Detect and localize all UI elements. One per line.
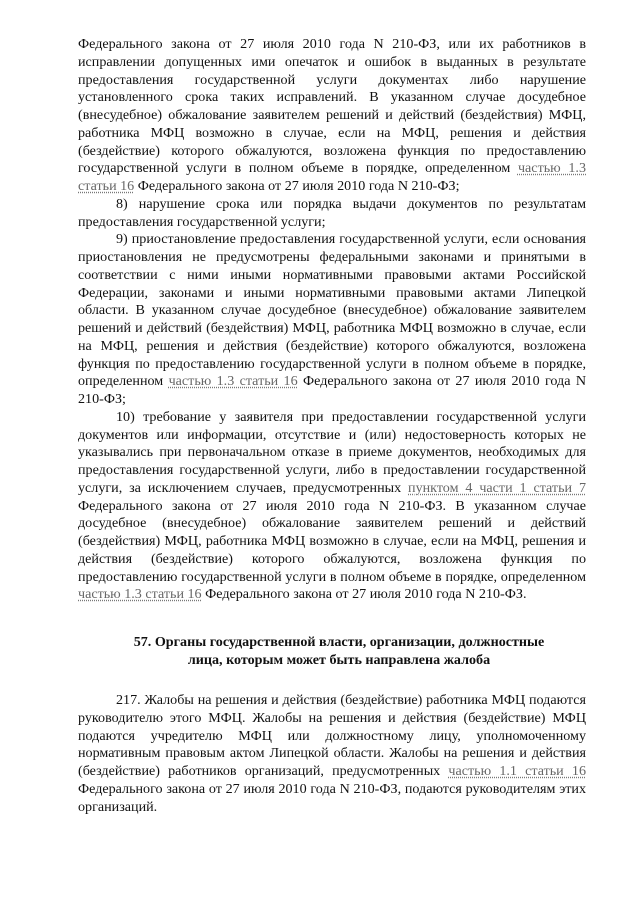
paragraph-text: Федерального закона от 27 июля 2010 года N 210-ФЗ. В указанном случае досудебное (внесудебное) обжалование заявителем решений и действий (бездействия) МФЦ, работника МФЦ возможно в случае, если на МФЦ, решения и действия (бездействие) которого обжалуются, возложена функция по предоставлению государственной услуги в полном объеме в порядке, определенном xyxy=(78,497,586,585)
paragraph-text: 10) требование у заявителя при предоставлении государственной услуги документов или информации, отсутствие и (или) недостоверность которых не указывались при первоначальном отказе в приеме документов, необходимых для предоставления государственной услуги, либо в предоставлении государственной услуги, за исключением случаев, предусмотренных xyxy=(78,408,586,496)
law-reference-link[interactable]: частью 1.1 статьи 16 xyxy=(448,763,586,779)
law-reference-link[interactable]: частью 1.3 статьи 16 xyxy=(168,373,298,390)
intro-paragraph xyxy=(78,36,586,196)
item-10-paragraph xyxy=(78,409,586,604)
item-217-paragraph xyxy=(78,692,586,816)
item-9-paragraph xyxy=(78,231,586,409)
paragraph-text: Федерального закона от 27 июля 2010 года N 210-ФЗ; xyxy=(78,373,587,407)
paragraph-text: Федерального закона от 27 июля 2010 года N 210-ФЗ. xyxy=(201,586,527,603)
item-8-paragraph xyxy=(78,196,586,232)
section-heading-line: 57. Органы государственной власти, организации, должностные xyxy=(133,634,545,650)
paragraph-text: Федерального закона от 27 июля 2010 года N 210-ФЗ, подаются руководителям этих организаций. xyxy=(78,780,586,815)
law-reference-link[interactable]: пунктом 4 части 1 статьи 7 xyxy=(408,479,586,496)
law-reference-link[interactable]: частью 1.3 статьи 16 xyxy=(78,160,586,194)
section-heading-line: лица, которым может быть направлена жалоба xyxy=(187,652,491,668)
section-heading xyxy=(78,633,586,669)
paragraph-text: Федерального закона от 27 июля 2010 года N 210-ФЗ, или их работников в исправлении допущенных ими опечаток и ошибок в выданных в результате предоставления государственной услуги документах либо нарушение установленного срока таких исправлений. В указанном случае досудебное (внесудебное) обжалование заявителем решений и действий (бездействия) МФЦ, работника МФЦ возможно в случае, если на МФЦ, решения и действия (бездействие) которого обжалуются, возложена функция по предоставлению государственной услуги в полном объеме в порядке, определенном xyxy=(78,36,586,177)
paragraph-text: Федерального закона от 27 июля 2010 года N 210-ФЗ; xyxy=(134,178,460,194)
law-reference-link[interactable]: частью 1.3 статьи 16 xyxy=(78,586,202,603)
paragraph-text: 217. Жалобы на решения и действия (бездействие) работника МФЦ подаются руководителю этого МФЦ. Жалобы на решения и действия (бездействие) МФЦ подаются учредителю МФЦ или должностному лицу, уполномоченному нормативным правовым актом Липецкой области. Жалобы на решения и действия (бездействие) работников организаций, предусмотренных xyxy=(78,692,586,779)
document-page xyxy=(78,36,586,816)
paragraph-text: 9) приостановление предоставления государственной услуги, если основания приостановления не предусмотрены федеральными законами и принятыми в соответствии с ними иными нормативными правовыми актами Российской Федерации, законами и иными нормативными правовыми актами Липецкой области. В указанном случае досудебное (внесудебное) обжалование заявителем решений и действий (бездействия) МФЦ, работника МФЦ возможно в случае, если на МФЦ, решения и действия (бездействие) которого обжалуются, возложена функция по предоставлению государственной услуги в полном объеме в порядке, определенном xyxy=(78,231,586,390)
paragraph-text: 8) нарушение срока или порядка выдачи документов по результатам предоставления государственной услуги; xyxy=(78,195,586,230)
